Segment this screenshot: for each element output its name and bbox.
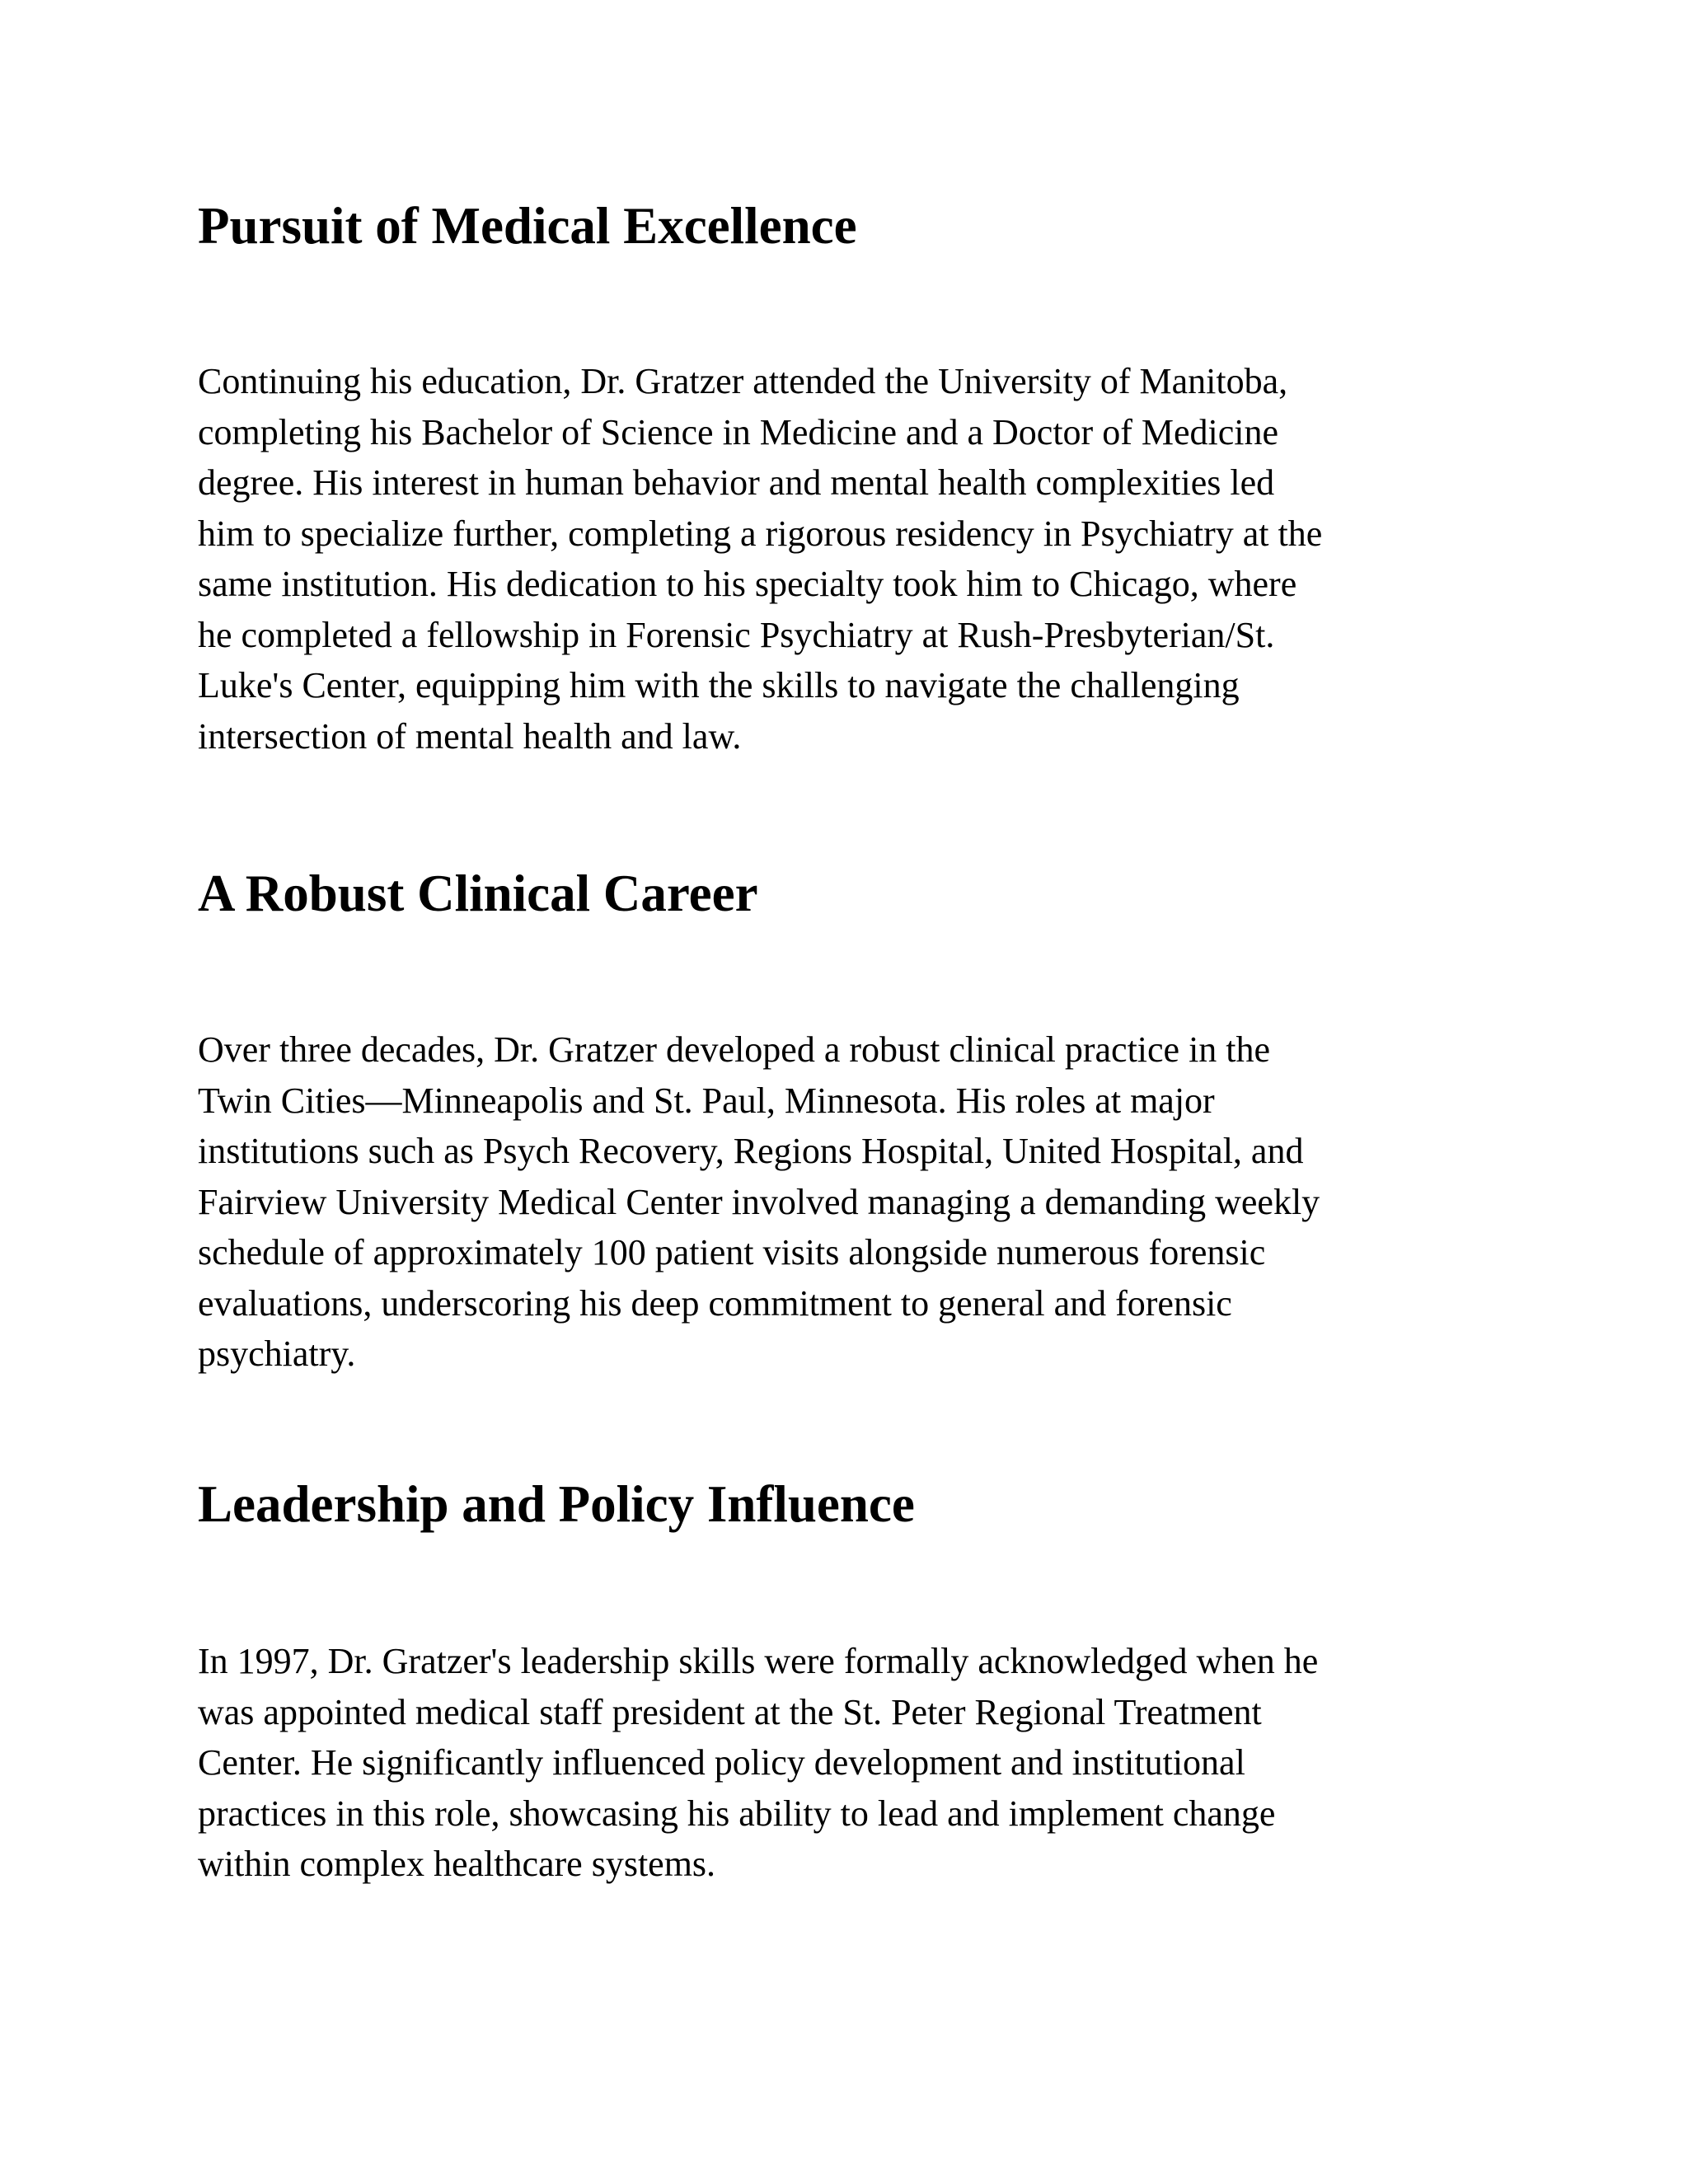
paragraph-line: Continuing his education, Dr. Gratzer attended the University of Manitoba, (198, 361, 1288, 401)
paragraph-line: same institution. His dedication to his specialty took him to Chicago, where (198, 564, 1297, 604)
paragraph-line: evaluations, underscoring his deep commitment to general and forensic (198, 1282, 1232, 1324)
paragraph-line: him to specialize further, completing a rigorous residency in Psychiatry at the (198, 513, 1323, 554)
paragraph-line: he completed a fellowship in Forensic Psychiatry at Rush-Presbyterian/St. (198, 614, 1275, 655)
paragraph-line: completing his Bachelor of Science in Medicine and a Doctor of Medicine (198, 411, 1279, 452)
paragraph-line: within complex healthcare systems. (198, 1844, 716, 1884)
paragraph-line: Center. He significantly influenced policy development and institutional (198, 1742, 1245, 1783)
section-heading-clinical-career: A Robust Clinical Career (198, 865, 758, 922)
paragraph-line: In 1997, Dr. Gratzer's leadership skills were formally acknowledged when he (198, 1641, 1319, 1681)
paragraph-line: was appointed medical staff president at the St. Peter Regional Treatment (198, 1691, 1262, 1732)
section-heading-leadership-policy: Leadership and Policy Influence (198, 1475, 915, 1533)
paragraph-line: psychiatry. (198, 1333, 356, 1374)
paragraph-line: degree. His interest in human behavior and mental health complexities led (198, 462, 1275, 503)
section-heading-medical-excellence: Pursuit of Medical Excellence (198, 197, 857, 255)
paragraph-line: Luke's Center, equipping him with the skills to navigate the challenging (198, 665, 1240, 705)
section-paragraph-clinical-career (198, 1024, 1484, 1380)
section-paragraph-leadership-policy (198, 1636, 1484, 1890)
paragraph-line: Twin Cities—Minneapolis and St. Paul, Minnesota. His roles at major (198, 1080, 1215, 1121)
paragraph-line: schedule of approximately 100 patient visits alongside numerous forensic (198, 1232, 1266, 1272)
paragraph-line: intersection of mental health and law. (198, 715, 742, 757)
paragraph-line: practices in this role, showcasing his ability to lead and implement change (198, 1793, 1276, 1834)
paragraph-line: Over three decades, Dr. Gratzer developed a robust clinical practice in the (198, 1029, 1271, 1070)
paragraph-line: Fairview University Medical Center involved managing a demanding weekly (198, 1181, 1320, 1222)
section-paragraph-medical-excellence (198, 356, 1484, 762)
paragraph-line: institutions such as Psych Recovery, Regions Hospital, United Hospital, and (198, 1131, 1304, 1171)
